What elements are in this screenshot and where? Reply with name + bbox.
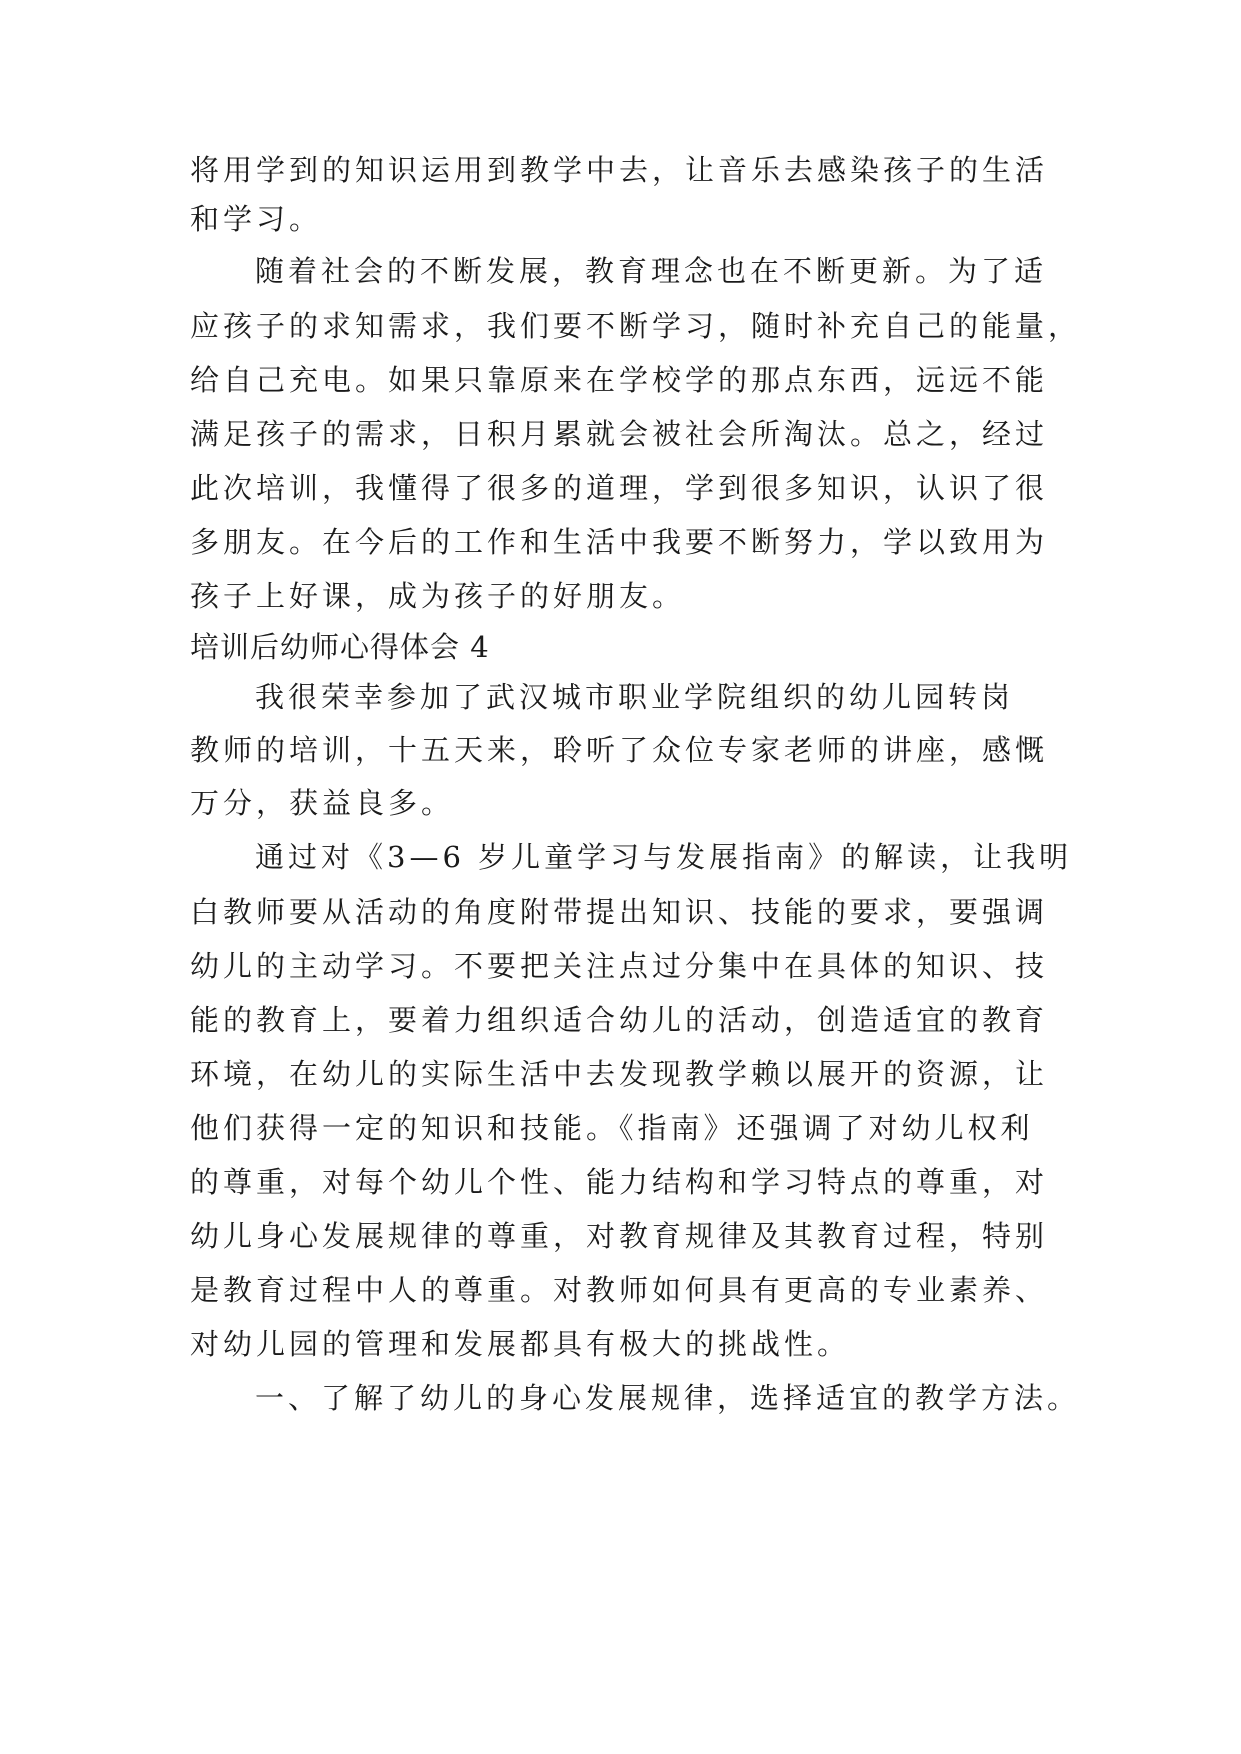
- text-line: 和学习。: [190, 202, 323, 236]
- text-line: 他们获得一定的知识和技能。《指南》还强调了对幼儿权利: [190, 1111, 1034, 1145]
- text-line: 对幼儿园的管理和发展都具有极大的挑战性。: [190, 1327, 851, 1361]
- text-line: 幼儿身心发展规律的尊重，对教育规律及其教育过程，特别: [190, 1219, 1049, 1253]
- text-line: 将用学到的知识运用到教学中去，让音乐去感染孩子的生活: [190, 153, 1049, 187]
- text-line: 教师的培训，十五天来，聆听了众位专家老师的讲座，感慨: [190, 733, 1049, 767]
- text-line: 的尊重，对每个幼儿个性、能力结构和学习特点的尊重，对: [190, 1165, 1049, 1199]
- text-line: 能的教育上，要着力组织适合幼儿的活动，创造适宜的教育: [190, 1003, 1049, 1037]
- text-line: 满足孩子的需求，日积月累就会被社会所淘汰。总之，经过: [190, 417, 1049, 451]
- text-line: 孩子上好课，成为孩子的好朋友。: [190, 579, 686, 613]
- text-line: 幼儿的主动学习。不要把关注点过分集中在具体的知识、技: [190, 949, 1049, 983]
- text-line: 环境，在幼儿的实际生活中去发现教学赖以展开的资源，让: [190, 1057, 1049, 1091]
- text-line: 应孩子的求知需求，我们要不断学习，随时补充自己的能量，: [190, 309, 1082, 343]
- text-line: 白教师要从活动的角度附带提出知识、技能的要求，要强调: [190, 895, 1049, 929]
- text-line: 是教育过程中人的尊重。对教师如何具有更高的专业素养、: [190, 1273, 1049, 1307]
- paragraph-first-line: 通过对《3—6 岁儿童学习与发展指南》的解读，让我明: [255, 840, 1073, 874]
- paragraph-first-line: 我很荣幸参加了武汉城市职业学院组织的幼儿园转岗: [255, 680, 1015, 714]
- section-heading: 培训后幼师心得体会 4: [190, 630, 490, 664]
- text-line: 给自己充电。如果只靠原来在学校学的那点东西，远远不能: [190, 363, 1049, 397]
- text-line: 万分，获益良多。: [190, 786, 455, 820]
- text-line: 此次培训，我懂得了很多的道理，学到很多知识，认识了很: [190, 471, 1049, 505]
- text-line: 多朋友。在今后的工作和生活中我要不断努力，学以致用为: [190, 525, 1049, 559]
- paragraph-first-line: 随着社会的不断发展，教育理念也在不断更新。为了适: [255, 254, 1048, 288]
- paragraph-first-line: 一、了解了幼儿的身心发展规律，选择适宜的教学方法。: [255, 1381, 1081, 1415]
